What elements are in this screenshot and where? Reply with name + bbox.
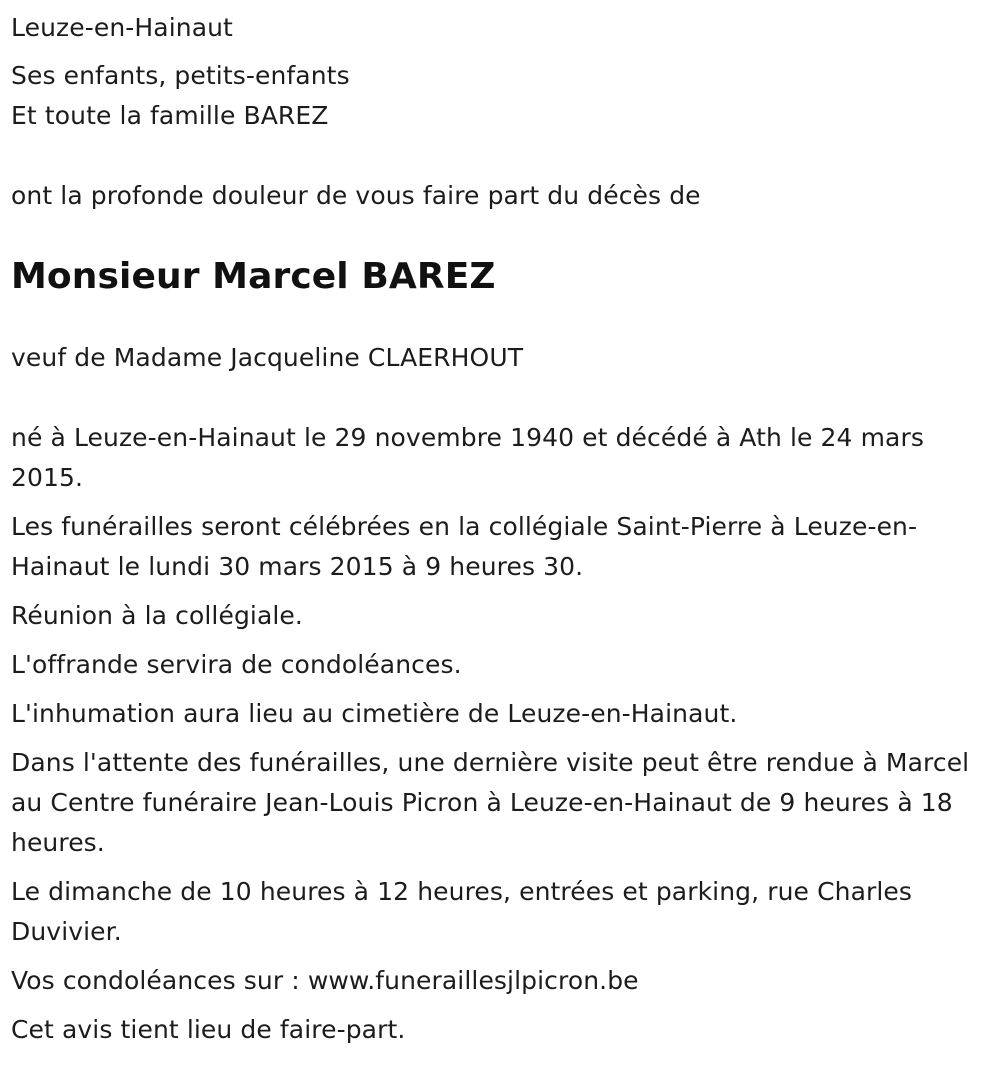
meeting-text: Réunion à la collégiale. [11,601,303,630]
funeral-text: Les funérailles seront célébrées en la collégiale Saint-Pierre à Leuze-en-Hainaut le lundi 30 mars 2015 à 9 heures 30. [11,512,918,581]
condolences-url: www.funeraillesjlpicron.be [307,966,639,995]
location-heading: Leuze-en-Hainaut [11,13,233,42]
birth-death-text: né à Leuze-en-Hainaut le 29 novembre 1940 et décédé à Ath le 24 mars 2015. [11,423,924,492]
widow-of-text: veuf de Madame Jacqueline CLAERHOUT [11,343,524,372]
death-notice [11,8,986,1050]
visit-text: Dans l'attente des funérailles, une dernière visite peut être rendue à Marcel au Centre funéraire Jean-Louis Picron à Leuze-en-Hainaut de 9 heures à 18 heures. [11,748,970,857]
offering-text: L'offrande servira de condoléances. [11,650,462,679]
deceased-name: Monsieur Marcel BAREZ [11,256,496,297]
burial-text: L'inhumation aura lieu au cimetière de Leuze-en-Hainaut. [11,699,738,728]
closing-text: Cet avis tient lieu de faire-part. [11,1015,406,1044]
family-line-family: Et toute la famille BAREZ [11,101,329,130]
condolences-line [11,961,986,1001]
condolences-label: Vos condoléances sur : [11,966,308,995]
sunday-text: Le dimanche de 10 heures à 12 heures, entrées et parking, rue Charles Duvivier. [11,877,913,946]
family-line-children: Ses enfants, petits-enfants [11,61,350,90]
announcement-text: ont la profonde douleur de vous faire part du décès de [11,181,701,210]
